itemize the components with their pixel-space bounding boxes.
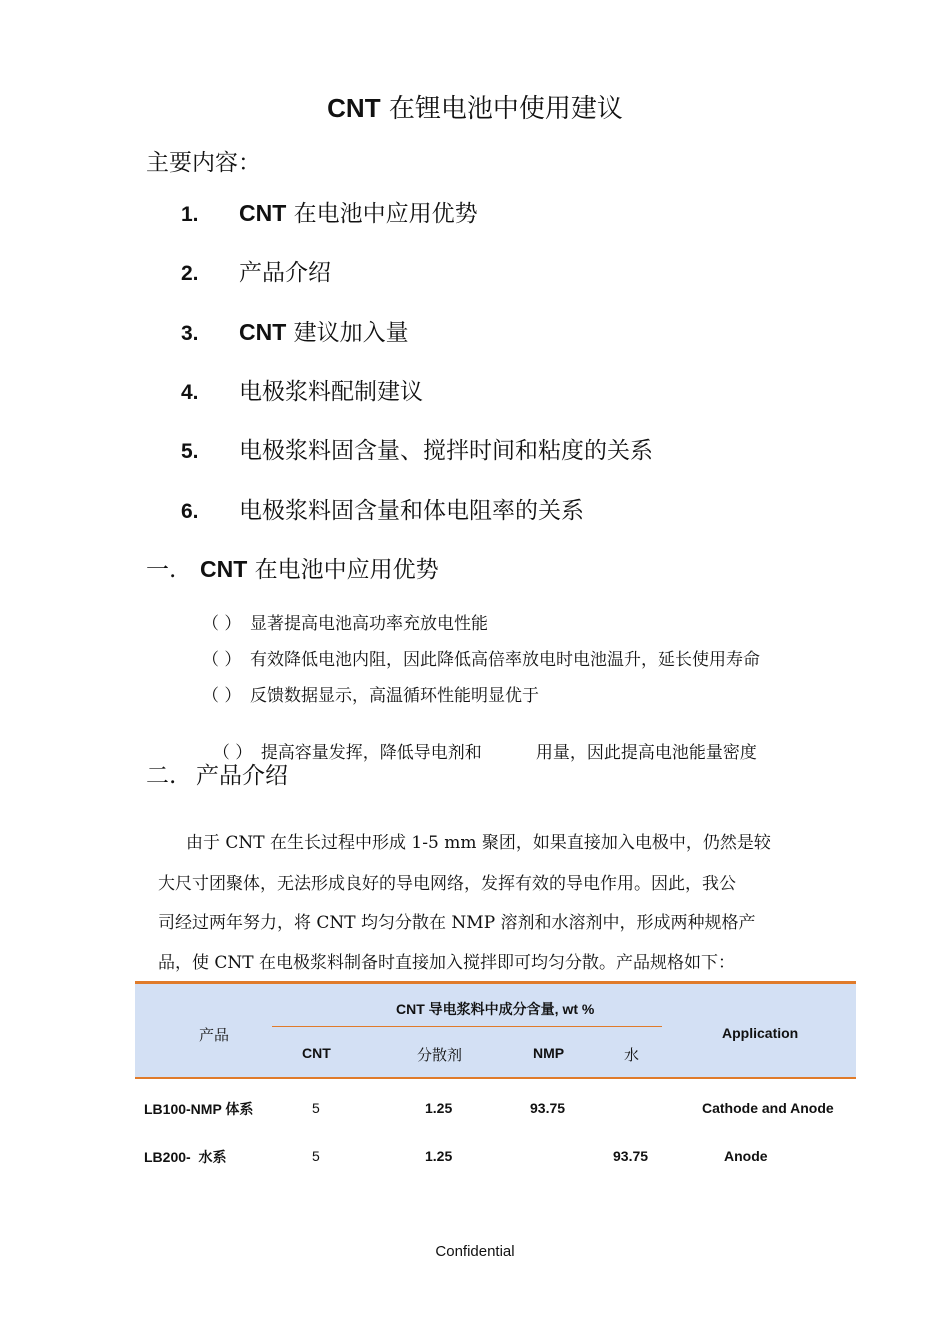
toc-item [181, 432, 653, 465]
bullet-mark: （ ） [202, 686, 242, 706]
cell-product-text: LB200- 水系 [144, 1149, 227, 1165]
cell-cnt: 5 [312, 1100, 320, 1116]
bullet-text: 提高容量发挥，降低导电剂和 用量，因此提高电池能量密度 [260, 743, 757, 763]
bullet-text: 显著提高电池高功率充放电性能 [250, 614, 488, 634]
section-heading-text: 在电池中应用优势 [247, 557, 439, 583]
cell-dispersant: 1.25 [425, 1148, 453, 1164]
section-heading [146, 757, 288, 790]
cell-application: Anode [724, 1148, 768, 1164]
cell-dispersant: 1.25 [425, 1100, 453, 1116]
table-header [135, 981, 856, 1079]
page-title [0, 88, 950, 125]
bullet-item [202, 609, 488, 634]
toc-item-number: 3. [181, 322, 199, 345]
column-group-header: CNT 导电浆料中成分含量, wt % [396, 1001, 595, 1017]
section-number: 一. [146, 557, 177, 583]
bullet-text: 反馈数据显示，高温循环性能明显优于 [250, 686, 539, 706]
paragraph-line: 大尺寸团聚体，无法形成良好的导电网络，发挥有效的导电作用。因此，我公 [158, 874, 736, 894]
section-heading-bold: CNT [200, 556, 248, 582]
section-heading-text: 产品介绍 [196, 763, 288, 789]
cell-product [144, 1147, 226, 1167]
toc-item-number: 2. [181, 262, 199, 285]
toc-heading: 主要内容： [146, 150, 261, 176]
toc-item-text: 电极浆料固含量和体电阻率的关系 [239, 498, 584, 524]
toc-item-number: 6. [181, 500, 199, 523]
toc-item-text: 建议加入量 [286, 320, 409, 346]
cell-cnt: 5 [312, 1148, 320, 1164]
bullet-item [202, 645, 760, 670]
toc-item [181, 314, 409, 347]
bullet-mark: （ ） [202, 614, 242, 634]
title-text: 在锂电池中使用建议 [380, 94, 623, 124]
spec-table [135, 981, 856, 1181]
cell-water: 93.75 [613, 1148, 649, 1164]
toc-item-number: 4. [181, 381, 199, 404]
section-heading [146, 551, 439, 584]
footer-confidential: Confidential [435, 1243, 515, 1260]
toc-item [181, 254, 331, 287]
column-header-water: 水 [624, 1046, 640, 1064]
bullet-mark: （ ） [212, 743, 253, 763]
paragraph-line: 司经过两年努力，将 CNT 均匀分散在 NMP 溶剂和水溶剂中，形成两种规格产 [158, 913, 756, 933]
toc-item-text: 电极浆料配制建议 [239, 379, 423, 405]
toc-item-text: 在电池中应用优势 [286, 201, 478, 227]
column-header-product: 产品 [199, 1026, 230, 1044]
title-bold: CNT [327, 93, 381, 123]
toc-item [181, 492, 584, 525]
cell-application: Cathode and Anode [702, 1100, 834, 1116]
cell-nmp: 93.75 [530, 1100, 566, 1116]
toc-item [181, 373, 423, 406]
header-divider [272, 1026, 662, 1027]
toc-item-number: 1. [181, 203, 199, 226]
cell-product-text: LB100-NMP 体系 [144, 1101, 254, 1117]
section-number: 二. [146, 763, 177, 789]
column-header-dispersant: 分散剂 [417, 1046, 463, 1064]
toc-item-bold: CNT [239, 200, 287, 226]
toc-item-text: 电极浆料固含量、搅拌时间和粘度的关系 [239, 438, 653, 464]
bullet-item [202, 681, 539, 706]
paragraph-line: 品，使 CNT 在电极浆料制备时直接加入搅拌即可均匀分散。产品规格如下： [158, 953, 736, 973]
bullet-mark: （ ） [202, 650, 242, 670]
toc-item [181, 195, 478, 228]
bullet-text: 有效降低电池内阻，因此降低高倍率放电时电池温升，延长使用寿命 [250, 650, 760, 670]
column-header-cnt: CNT [302, 1045, 331, 1061]
paragraph-line: 由于 CNT 在生长过程中形成 1-5 mm 聚团，如果直接加入电极中，仍然是较 [186, 833, 771, 853]
cell-product [144, 1099, 253, 1119]
toc-item-number: 5. [181, 440, 199, 463]
toc-item-text: 产品介绍 [239, 260, 331, 286]
column-header-nmp: NMP [533, 1045, 565, 1061]
toc-item-bold: CNT [239, 319, 287, 345]
column-header-application: Application [722, 1025, 799, 1041]
